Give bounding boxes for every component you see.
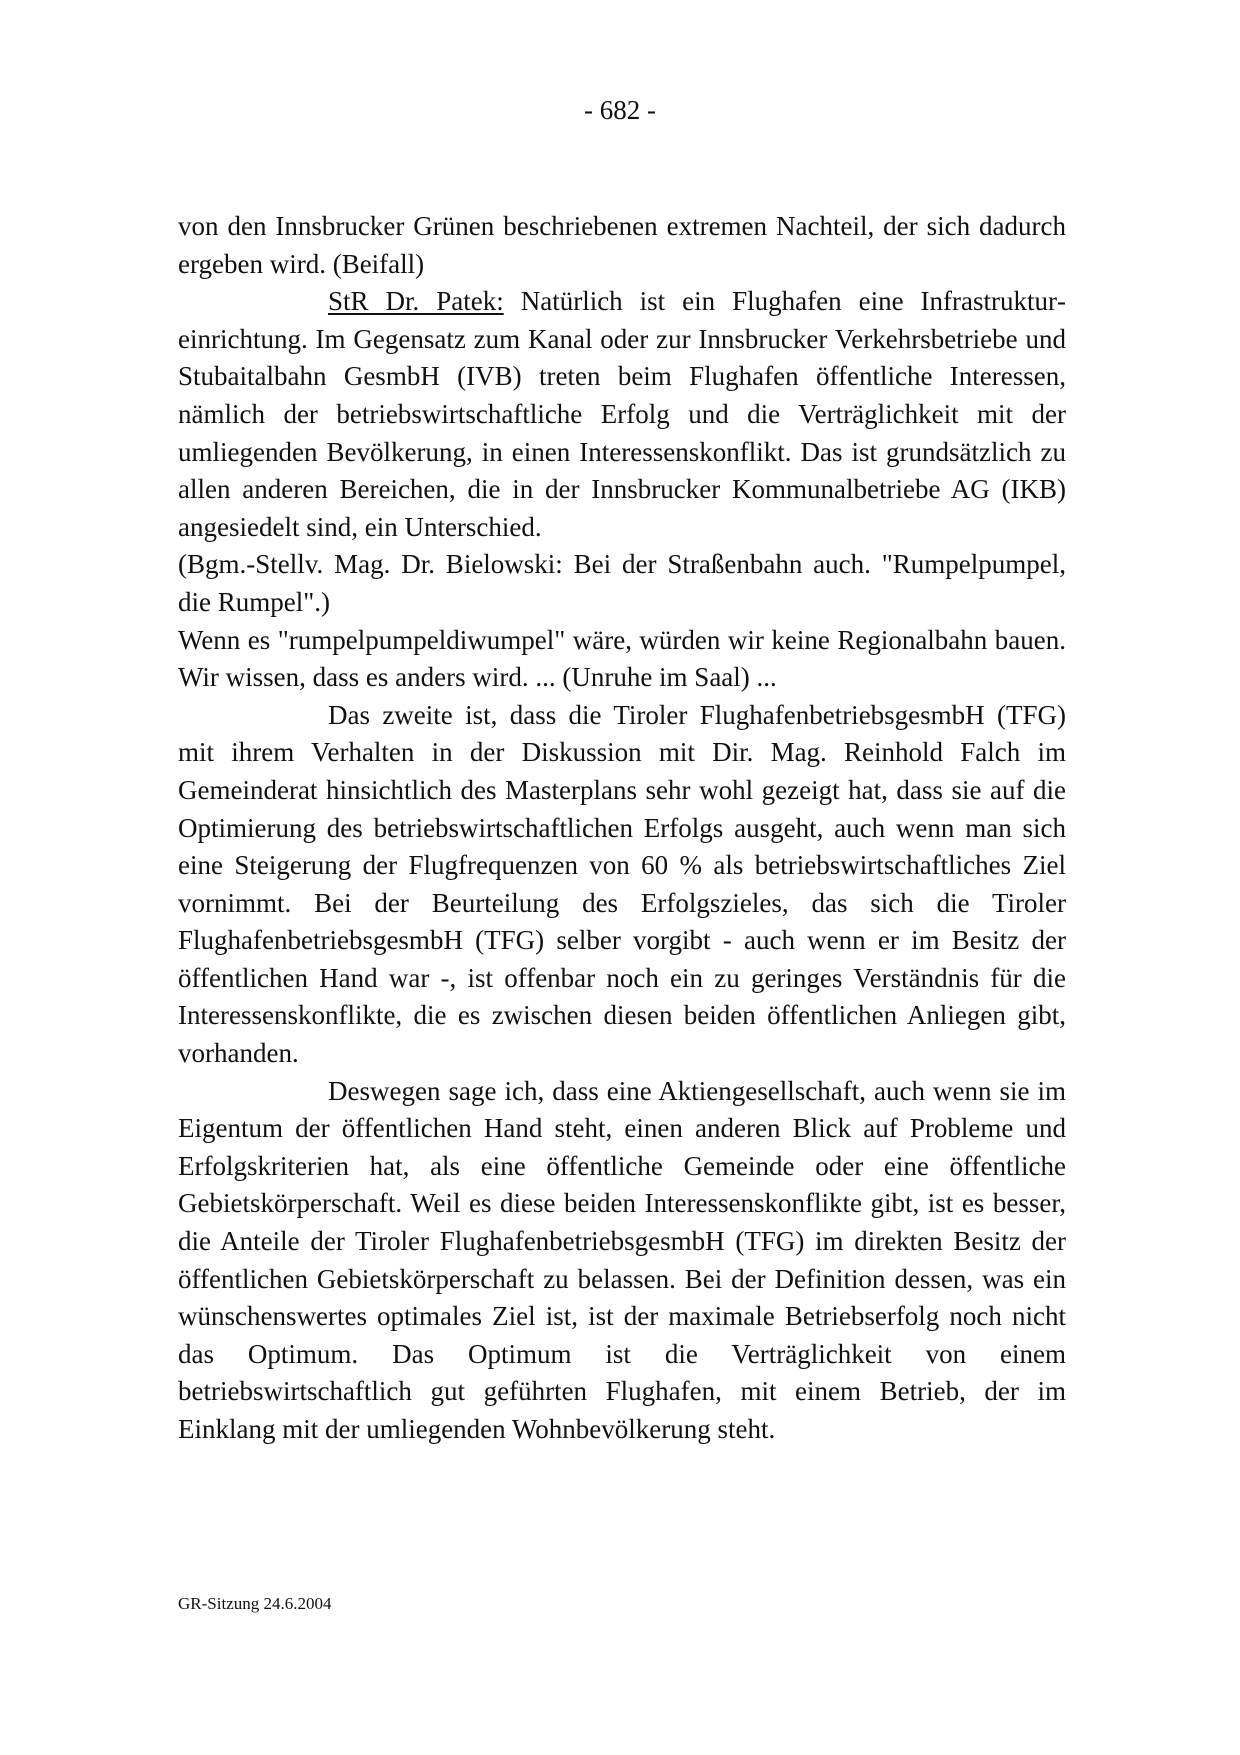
paragraph-continuation: von den Innsbrucker Grünen beschriebenen extremen Nachteil, der sich dadurch ergeben wird. (Beifall) — [178, 211, 1066, 279]
paragraph-second-point: Das zweite ist, dass die Tiroler FlughafenbetriebsgesmbH (TFG) mit ihrem Verhalten in der Diskussion mit Dir. Mag. Reinhold Falch im Gemeinderat hinsichtlich des Masterplans sehr wohl gezeigt hat, dass sie auf die Optimierung des betriebswirtschaftlichen Erfolgs ausgeht, auch wenn man sich eine Steigerung der Flugfrequenzen von 60 % als betriebswirtschaftliches Ziel vornimmt. Bei der Beurteilung des Erfolgszieles, das sich die Tiroler FlughafenbetriebsgesmbH (TFG) selber vorgibt - auch wenn er im Besitz der öffentlichen Hand war -, ist offenbar noch ein zu geringes Verständnis für die Interessenskonflikte, die es zwischen diesen beiden öffentlichen Anliegen gibt, vorhanden. — [178, 699, 1066, 1069]
document-body — [178, 208, 1066, 1449]
footer-session-date: GR-Sitzung 24.6.2004 — [178, 1594, 332, 1613]
speaker-name: StR Dr. Patek: — [328, 286, 504, 317]
speech-text: Natürlich ist ein Flughafen eine Infrastruktureinrichtung. Im Gegensatz zum Kanal oder zur Innsbrucker Verkehrsbetriebe und Stubaitalbahn GesmbH (IVB) treten beim Flughafen öffentliche Interessen, nämlich der betriebswirtschaftliche Erfolg und die Verträglichkeit mit der umliegenden Bevölkerung, in einen Interessenskonflikt. Das ist grundsätzlich zu allen anderen Bereichen, die in der Innsbrucker Kommunalbetriebe AG (IKB) angesiedelt sind, ein Unterschied. — [178, 286, 1066, 542]
paragraph-interjection: (Bgm.-Stellv. Mag. Dr. Bielowski: Bei der Straßenbahn auch. "Rumpelpumpel, die Rumpel".) — [178, 549, 1066, 617]
paragraph-patek-statement — [178, 283, 1066, 546]
page-number: - 682 - — [584, 95, 656, 125]
paragraph-conclusion: Deswegen sage ich, dass eine Aktiengesellschaft, auch wenn sie im Eigentum der öffentlichen Hand steht, einen anderen Blick auf Probleme und Erfolgskriterien hat, als eine öffentliche Gemeinde oder eine öffentliche Gebietskörperschaft. Weil es diese beiden Interessenskonflikte gibt, ist es besser, die Anteile der Tiroler FlughafenbetriebsgesmbH (TFG) im direkten Besitz der öffentlichen Gebietskörperschaft zu belassen. Bei der Definition dessen, was ein wünschenswertes optimales Ziel ist, ist der maximale Betriebserfolg noch nicht das Optimum. Das Optimum ist die Verträglichkeit von einem betriebswirtschaftlich gut geführten Flughafen, mit einem Betrieb, der im Einklang mit der umliegenden Wohnbevölkerung steht. — [178, 1075, 1066, 1444]
paragraph-reply: Wenn es "rumpelpumpeldiwumpel" wäre, würden wir keine Regionalbahn bauen. Wir wissen, dass es anders wird. ... (Unruhe im Saal) ... — [178, 624, 1066, 693]
